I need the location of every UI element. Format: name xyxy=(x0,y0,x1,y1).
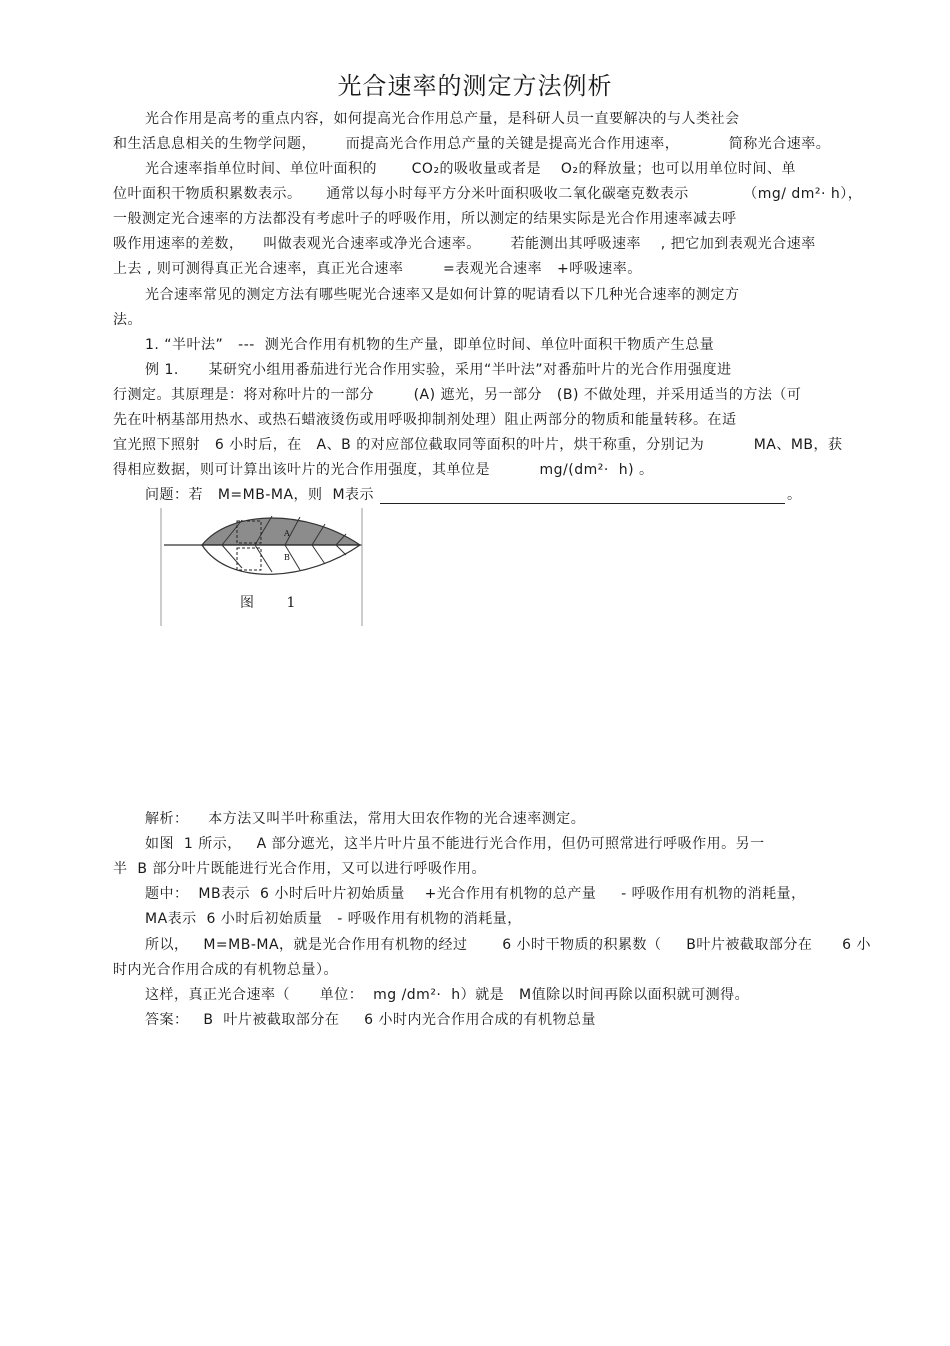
section-1-heading: 1. “半叶法” --- 测光合作用有机物的生产量，即单位时间、单位叶面积干物质产生总量 xyxy=(145,337,715,353)
region-b-label: B xyxy=(284,553,290,562)
paragraph-1-line-1: 光合作用是高考的重点内容，如何提高光合作用总产量，是科研人员一直要解决的与人类社会 xyxy=(145,111,740,127)
analysis-line-1: 解析： 本方法又叫半叶称重法，常用大田农作物的光合速率测定。 xyxy=(145,811,586,827)
analysis-line-4: 题中： MB表示 6 小时后叶片初始质量 +光合作用有机物的总产量 - 呼吸作用有机物的消耗量， xyxy=(145,886,806,902)
answer-line: 答案： B 叶片被截取部分在 6 小时内光合作用合成的有机物总量 xyxy=(145,1012,596,1028)
example-line-2: 行测定。其原理是：将对称叶片的一部分 (A) 遮光，另一部分 (B) 不做处理，并采用适当的方法（可 xyxy=(113,387,802,403)
analysis-line-8: 这样，真正光合速率（ 单位： mg /dm²· h）就是 M值除以时间再除以面积就可测得。 xyxy=(145,987,750,1003)
paragraph-2-line-5: 上去 , 则可测得真正光合速率，真正光合速率 =表观光合速率 +呼吸速率。 xyxy=(113,261,642,277)
paragraph-2-line-1: 光合速率指单位时间、单位叶面积的 CO₂的吸收量或者是 O₂的释放量；也可以用单位时间、单 xyxy=(145,161,796,177)
question-end: 。 xyxy=(787,487,802,503)
example-line-5: 得相应数据，则可计算出该叶片的光合作用强度，其单位是 mg/(dm²· h) 。 xyxy=(113,462,654,478)
answer-blank xyxy=(380,489,785,504)
analysis-line-3: 半 B 部分叶片既能进行光合作用，又可以进行呼吸作用。 xyxy=(113,861,486,877)
analysis-line-6: 所以， M=MB-MA，就是光合作用有机物的经过 6 小时干物质的积累数（ B叶片被截取部分在 6 小 xyxy=(145,937,871,953)
paragraph-2-line-2: 位叶面积干物质积累数表示。 通常以每小时每平方分米叶面积吸收二氧化碳毫克数表示 （mg/ dm²· h）， xyxy=(113,186,863,202)
paragraph-3-line-2: 法。 xyxy=(113,312,142,328)
example-line-4: 宜光照下照射 6 小时后，在 A、B 的对应部位截取同等面积的叶片，烘干称重，分别记为 MA、MB，获 xyxy=(113,437,843,453)
analysis-line-2: 如图 1 所示， A 部分遮光，这半片叶片虽不能进行光合作用，但仍可照常进行呼吸作用。另一 xyxy=(145,836,765,852)
paragraph-2-line-3: 一般测定光合速率的方法都没有考虑叶子的呼吸作用，所以测定的结果实际是光合作用速率减去呼 xyxy=(113,211,737,227)
example-line-3: 先在叶柄基部用热水、或热石蜡液烫伤或用呼吸抑制剂处理）阻止两部分的物质和能量转移。在适 xyxy=(113,412,737,428)
page-title: 光合速率的测定方法例析 xyxy=(337,72,613,100)
question-line xyxy=(145,486,802,504)
region-a-label: A xyxy=(284,529,290,538)
paragraph-3-line-1: 光合速率常见的测定方法有哪些呢光合速率又是如何计算的呢请看以下几种光合速率的测定方 xyxy=(145,287,740,303)
paragraph-1-line-2: 和生活息息相关的生物学问题， 而提高光合作用总产量的关键是提高光合作用速率， 简称光合速率。 xyxy=(113,136,831,152)
paragraph-2-line-4: 吸作用速率的差数， 叫做表观光合速率或净光合速率。 若能测出其呼吸速率 , 把它加到表观光合速率 xyxy=(113,236,816,252)
example-line-1: 例 1. 某研究小组用番茄进行光合作用实验，采用“半叶法”对番茄叶片的光合作用强度进 xyxy=(145,362,732,378)
question-text: 问题：若 M=MB-MA，则 M表示 xyxy=(145,487,375,503)
analysis-line-7: 时内光合作用合成的有机物总量）。 xyxy=(113,962,338,978)
analysis-line-5: MA表示 6 小时后初始质量 - 呼吸作用有机物的消耗量， xyxy=(145,911,522,927)
figure-caption: 图 1 xyxy=(240,595,310,611)
